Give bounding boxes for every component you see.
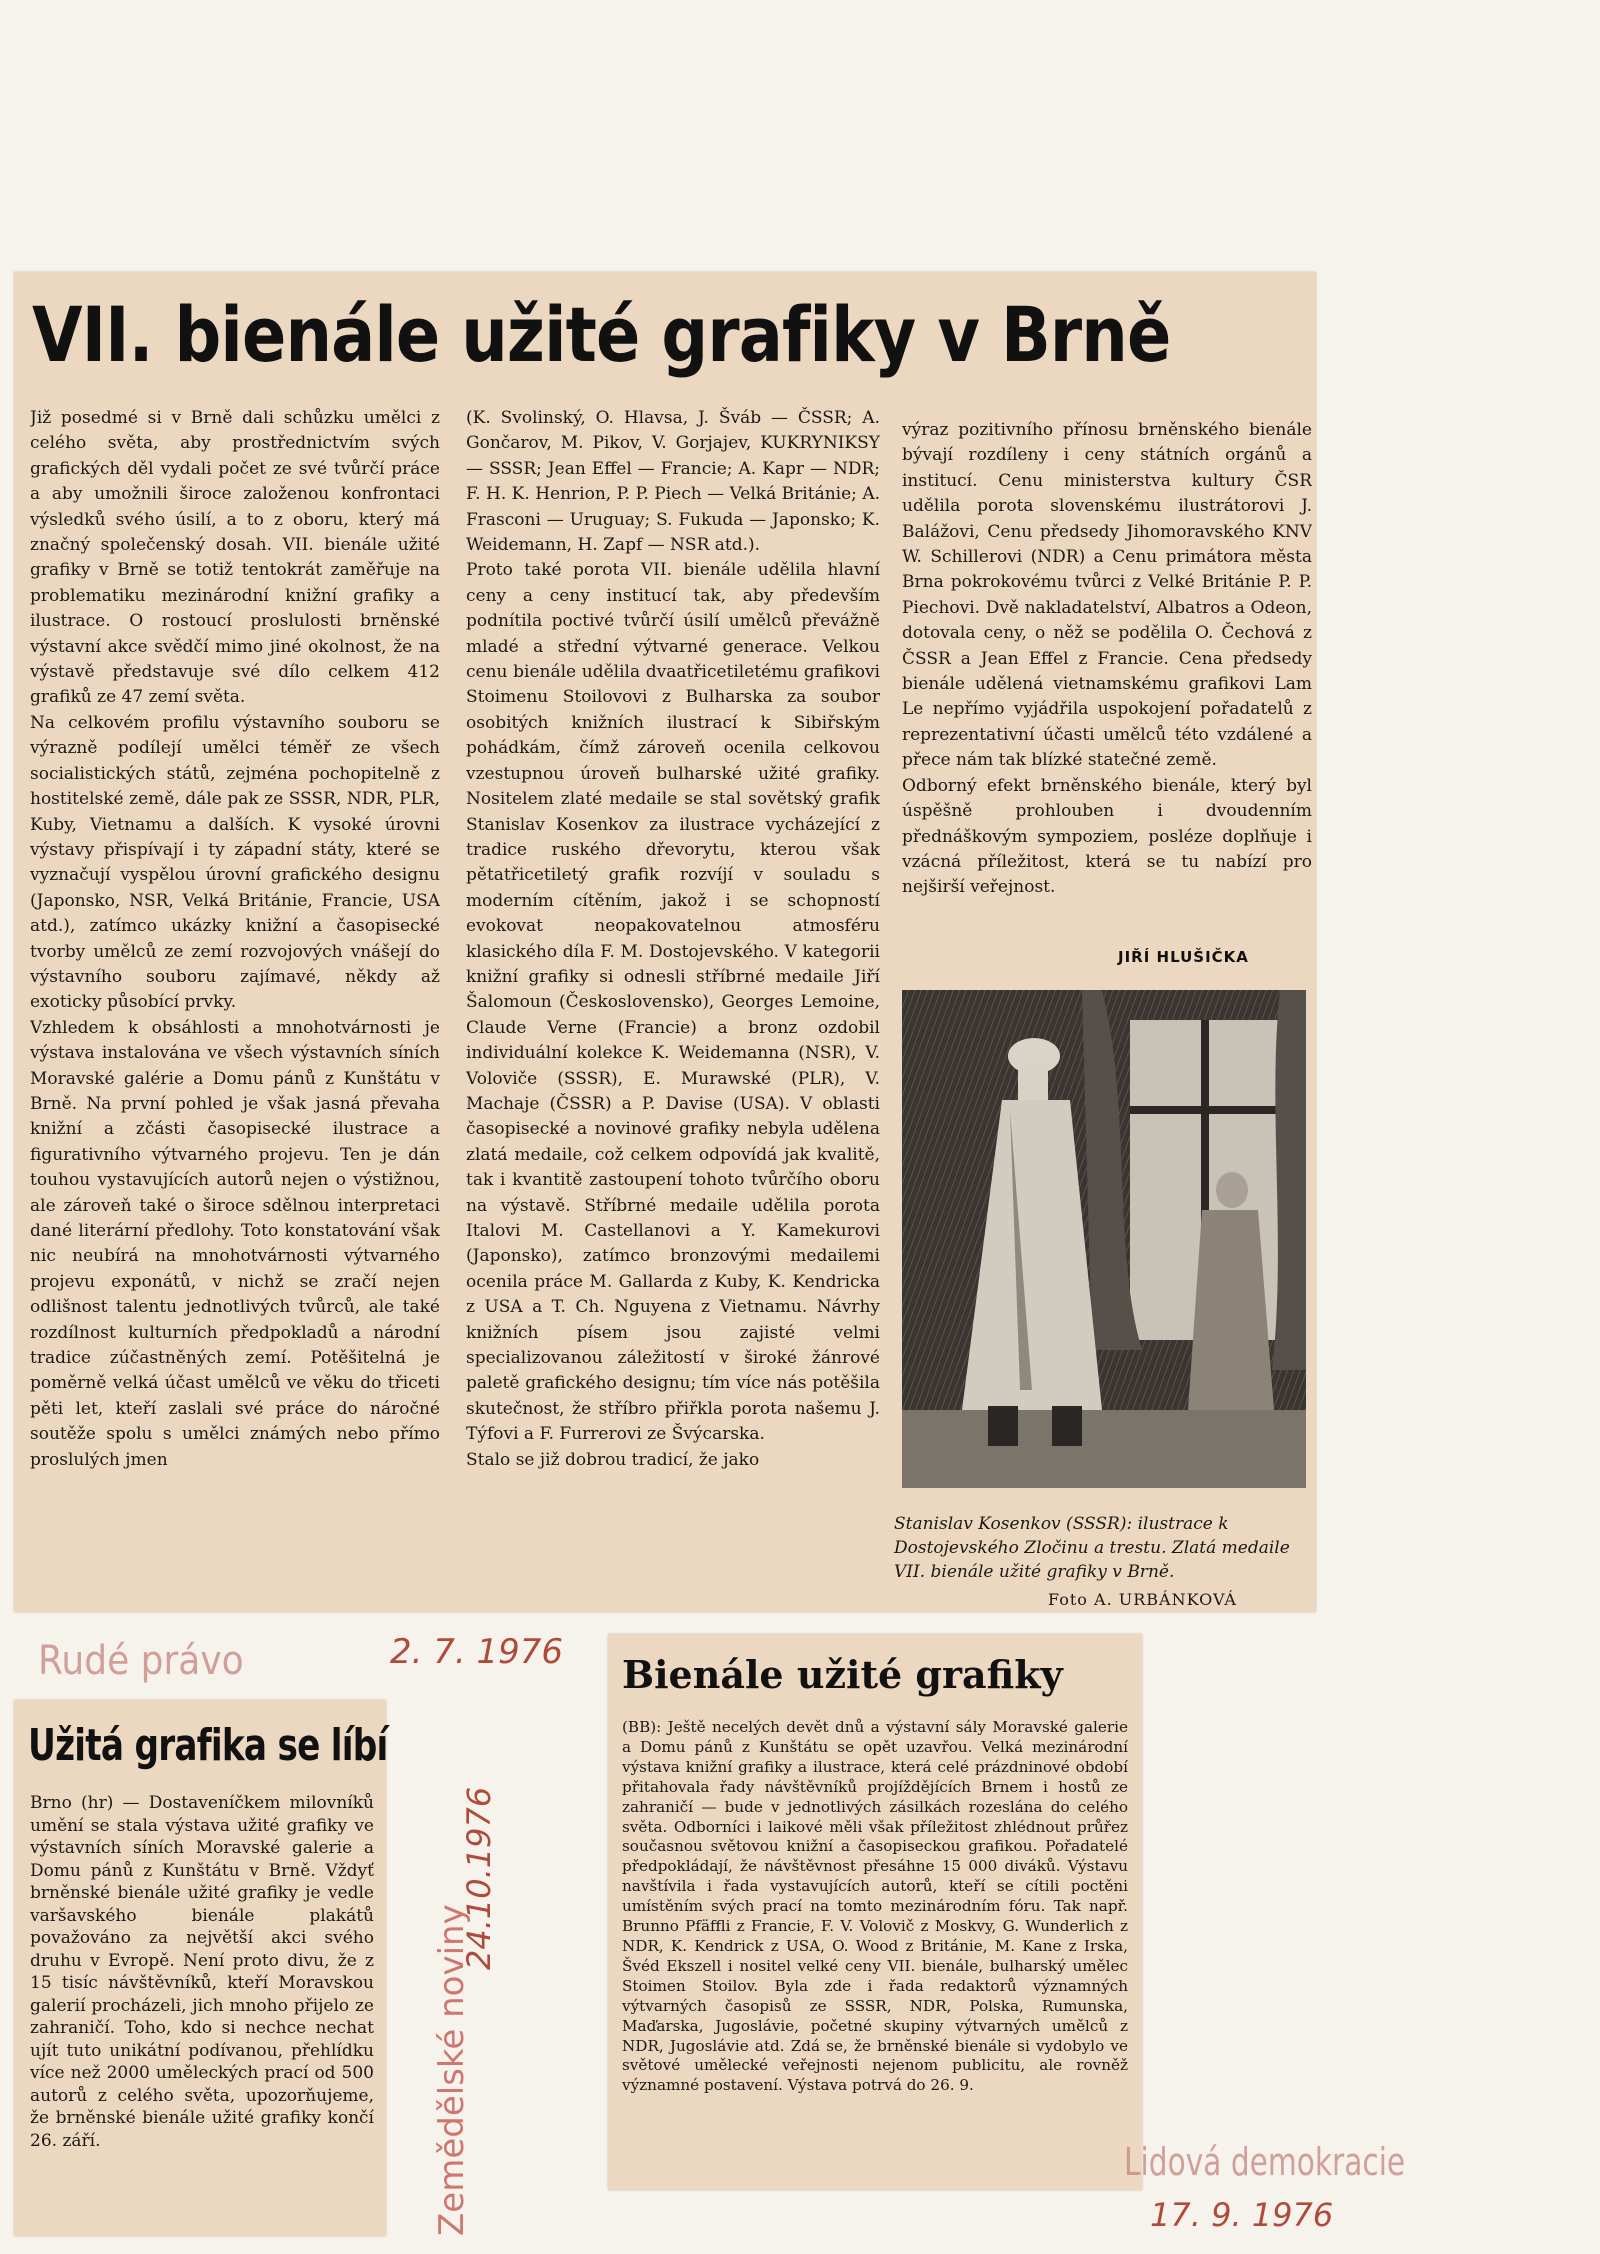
main-article-column-2: (K. Svolinský, O. Hlavsa, J. Šváb — ČSSR; A. Gončarov, M. Pikov, V. Gorjajev, KUKRYNIKSY — SSSR; Jean Effel — Francie; A. Kapr — NDR; F. H. K. Henrion, P. P. Piech — Velká Británie; A. Frasconi — Uruguay; S. Fukuda — Japonsko; K. Weidemann, H. Zapf — NSR atd.). Proto také porota VII. bienále udělila hlavní ceny a ceny institucí tak, aby především podnítila poctivé tvůrčí úsilí umělců převážně mladé a střední výtvarné generace. Velkou cenu bienále udělila dvaatřicetiletému grafikovi Stoimenu Stoilovovi z Bulharska za soubor osobitých knižních ilustrací k Sibiřským pohádkám, čímž zároveň ocenila celkovou vzestupnou úroveň bulharské užité grafiky. Nositelem zlaté medaile se stal sovětský grafik Stanislav Kosenkov za ilustrace vycházející z tradice ruského dřevorytu, kterou však pětatřicetiletý grafik rozvíjí v souladu s moderním cítěním, jakož i se schopností evokovat neopakovatelnou atmosféru klasického díla F. M. Dostojevského. V kategorii knižní grafiky si odnesli stříbrné medaile Jiří Šalomoun (Československo), Georges Lemoine, Claude Verne (Francie) a bronz ozdobil individuální kolekce K. Weidemanna (NSR), V. Voloviče (SSSR), E. Murawské (PLR), V. Machaje (ČSSR) a P. Davise (USA). V oblasti časopisecké a novinové grafiky nebyla udělena zlatá medaile, což celkem odpovídá jak kvalitě, tak i kvantitě zastoupení tohoto tvůrčího oboru na výstavě. Stříbrné medaile udělila porota Italovi M. Castellanovi a Y. Kamekurovi (Japonsko), zatímco bronzovými medailemi ocenila práce M. Gallarda z Kuby, K. Kendricka z USA a T. Ch. Nguyena z Vietnamu. Návrhy knižních písem jsou zajisté velmi specializovanou záležitostí v široké žánrové paletě grafického designu; tím více nás potěšila skutečnost, že stříbro přiřkla porota našemu J. Týfovi a F. Furrerovi ze Švýcarska. Stalo se již dobrou tradicí, že jako: [466, 408, 880, 1470]
zemedelske-noviny-stamp: Zemědělské noviny: [432, 1904, 472, 2236]
lidova-demokracie-stamp: Lidová demokracie: [1124, 2140, 1406, 2184]
lidova-demokracie-headline: Bienále užité grafiky: [622, 1652, 1063, 1697]
main-article-column-1: Již posedmé si v Brně dali schůzku umělci z celého světa, aby prostřednictvím svých grafických děl vydali počet ze své tvůrčí práce a aby umožnili široce založenou konfrontaci výsledků svého úsilí, a to z oboru, který má značný společenský dosah. VII. bienále užité grafiky v Brně se totiž tentokrát zaměřuje na problematiku mezinárodní knižní grafiky a ilustrace. O rostoucí proslulosti brněnské výstavní akce svědčí mimo jiné okolnost, že na výstavě představuje své dílo celkem 412 grafiků ze 47 zemí světa. Na celkovém profilu výstavního souboru se výrazně podílejí umělci téměř ze všech socialistických států, zejména pochopitelně z hostitelské země, dále pak ze SSSR, NDR, PLR, Kuby, Vietnamu a dalších. K vysoké úrovni výstavy přispívají i ty západní státy, které se vyznačují vyspělou úrovní grafického designu (Japonsko, NSR, Velká Británie, Francie, USA atd.), zatímco ukázky knižní a časopisecké tvorby umělců ze zemí rozvojových vnášejí do výstavního souboru zajímavé, někdy až exoticky působící prvky. Vzhledem k obsáhlosti a mnohotvárnosti je výstava instalována ve všech výstavních síních Moravské galérie a Domu pánů z Kunštátu v Brně. Na první pohled je však jasná převaha knižní a zčásti časopisecké ilustrace a figurativního výtvarného projevu. Ten je dán touhou vystavujících autorů nejen o výstižnou, ale zároveň také o široce sdělnou interpretaci dané literární předlohy. Toto konstatování však nic neubírá na mnohotvárnosti výtvarného projevu exponátů, v nichž se zračí nejen odlišnost talentu jednotlivých tvůrců, ale také rozdílnost kulturních předpokladů a národní tradice zúčastněných zemí. Potěšitelná je poměrně velká účast umělců ve věku do třiceti pěti let, kteří zaslali své práce do náročné soutěže spolu s umělci známých nebo přímo proslulých jmen: [30, 408, 440, 1470]
author-signature: JIŘÍ HLUŠIČKA: [1118, 948, 1249, 966]
rude-pravo-date: 2. 7. 1976: [390, 1632, 564, 1672]
dostoevsky-illustration-image: [902, 990, 1306, 1488]
lidova-demokracie-body: (BB): Ještě necelých devět dnů a výstavní sály Moravské galerie a Domu pánů z Kunštátu se opět uzavřou. Velká mezinárodní výstava knižní grafiky a ilustrace, která celé prázdninové období přitahovala řady návštěvníků projíždějících Brnem i hostů ze zahraničí — bude v jednotlivých zásilkách rozeslána do celého světa. Odborníci i laikové měli však příležitost zhlédnout průřez současnou světovou knižní a časopiseckou grafikou. Pořadatelé předpokládají, že návštěvnost přesáhne 15 000 diváků. Výstavu navštívila i řada vystavujících autorů, kteří se cítili poctěni umístěním svých prací na tomto mezinárodním fóru. Tak např. Brunno Pfäffli z Francie, F. V. Volovič z Moskvy, G. Wunderlich z NDR, K. Kendrick z USA, O. Wood z Británie, M. Kane z Irska, Švéd Ekszell i nositel velké ceny VII. bienále, bulharský umělec Stoimen Stoilov. Byla zde i řada redaktorů významných výtvarných časopisů ze SSSR, NDR, Polska, Rumunska, Maďarska, Jugoslávie, početné skupiny výtvarných umělců z NDR, Jugoslávie atd. Zdá se, že brněnské bienále si vydobylo ve světové umělecké veřejnosti nejenom publicitu, ale rovněž významné postavení. Výstava potrvá do 26. 9.: [622, 1718, 1128, 2095]
photo-credit: Foto A. URBÁNKOVÁ: [1048, 1590, 1237, 1609]
rude-pravo-clipping: [14, 1700, 386, 2236]
main-article-headline: VII. bienále užité grafiky v Brně: [32, 290, 1171, 379]
rude-pravo-body: Brno (hr) — Dostaveníčkem milovníků umění se stala výstava užité grafiky ve výstavních síních Moravské galerie a Domu pánů z Kunštátu v Brně. Vždyť brněnské bienále užité grafiky je vedle varšavského bienále plakátů považováno za největší akci svého druhu v Evropě. Není proto divu, že z 15 tisíc návštěvníků, kteří Moravskou galerií procházeli, jich mnoho přijelo ze zahraničí. Toho, kdo si nechce nechat ujít tuto unikátní podívanou, přehlídku více než 2000 uměleckých prací od 500 autorů z celého světa, upozorňujeme, že brněnské bienále užité grafiky končí 26. září.: [30, 1793, 374, 2151]
main-article-column-3: výraz pozitivního přínosu brněnského bienále bývají rozdíleny i ceny státních orgánů a institucí. Cenu ministerstva kultury ČSR udělila porota slovenskému ilustrátorovi J. Balážovi, Cenu předsedy Jihomoravského KNV W. Schillerovi (NDR) a Cenu primátora města Brna pokrokovému tvůrci z Velké Británie P. P. Piechovi. Dvě nakladatelství, Albatros a Odeon, dotovala ceny, o něž se podělila O. Čechová z ČSSR a Jean Effel z Francie. Cena předsedy bienále udělená vietnamskému grafikovi Lam Le nepřímo vyjádřila uspokojení pořadatelů z reprezentativní účasti umělců této vzdálené a přece nám tak blízké statečné země. Odborný efekt brněnského bienále, který byl úspěšně prohlouben i dvoudenním přednáškovým sympoziem, posléze doplňuje i vzácná příležitost, která se tu nabízí pro nejširší veřejnost.: [902, 420, 1312, 898]
illustration-photo: [902, 990, 1306, 1488]
main-article-clipping: [14, 272, 1316, 1612]
rude-pravo-stamp: Rudé právo: [38, 1638, 244, 1684]
lidova-demokracie-clipping: [608, 1634, 1142, 2190]
zemedelske-noviny-date: 24.10.1976: [460, 1786, 498, 1970]
lidova-demokracie-date: 17. 9. 1976: [1150, 2196, 1334, 2234]
illustration-caption: Stanislav Kosenkov (SSSR): ilustrace k Dostojevského Zločinu a trestu. Zlatá medaile VII. bienále užité grafiky v Brně.: [894, 1514, 1290, 1582]
rude-pravo-headline: Užitá grafika se líbí: [28, 1720, 388, 1771]
